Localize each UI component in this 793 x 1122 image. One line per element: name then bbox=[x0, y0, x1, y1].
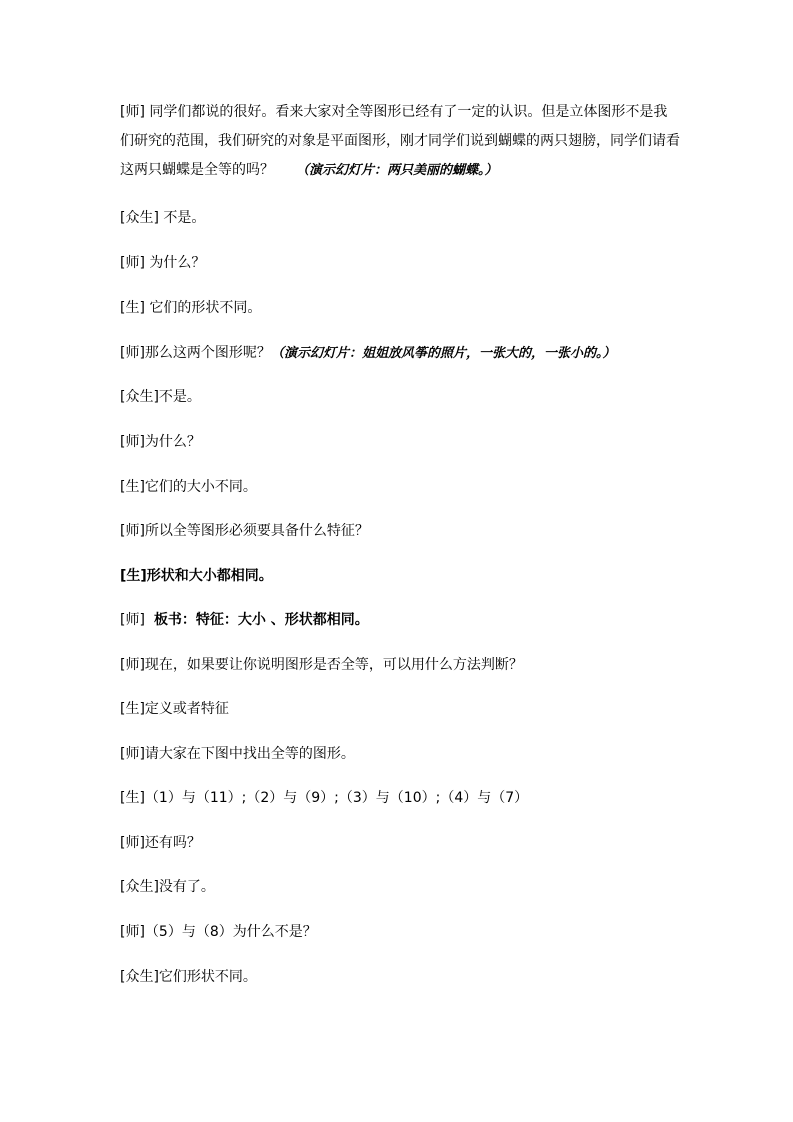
paragraph-student-definition: [生]定义或者特征 bbox=[120, 701, 229, 717]
paragraph-students-none: [众生]没有了。 bbox=[120, 879, 215, 895]
speaker-label: [师] bbox=[120, 612, 145, 628]
paragraph-teacher-kite bbox=[120, 339, 680, 368]
paragraph-students-reply-2: [众生]不是。 bbox=[120, 389, 201, 405]
paragraph-line bbox=[120, 156, 680, 185]
paragraph-teacher-more: [师]还有吗？ bbox=[120, 835, 201, 851]
paragraph-teacher-board bbox=[120, 606, 680, 635]
paragraph-teacher-why: [师] 为什么？ bbox=[120, 255, 206, 271]
paragraph-students-shape-diff: [众生]它们形状不同。 bbox=[120, 969, 257, 985]
paragraph-teacher-feature: [师]所以全等图形必须要具备什么特征？ bbox=[120, 523, 369, 539]
question-text: [师]那么这两个图形呢？ bbox=[120, 345, 271, 361]
paragraph-student-size: [生]它们的大小不同。 bbox=[120, 479, 257, 495]
stage-direction-note: （演示幻灯片：姐姐放风筝的照片，一张大的，一张小的。） bbox=[270, 346, 616, 361]
paragraph-teacher-method: [师]现在，如果要让你说明图形是否全等，可以用什么方法判断？ bbox=[120, 657, 523, 673]
paragraph-students-reply: [众生] 不是。 bbox=[120, 210, 206, 226]
paragraph-line: [师] 同学们都说的很好。看来大家对全等图形已经有了一定的认识。但是立体图形不是我 bbox=[120, 104, 668, 120]
paragraph-student-answer: [生]形状和大小都相同。 bbox=[120, 568, 273, 584]
board-note: 板书：特征：大小 、形状都相同。 bbox=[153, 612, 369, 628]
paragraph-line: 们研究的范围，我们研究的对象是平面图形，刚才同学们说到蝴蝶的两只翅膀，同学们请看 bbox=[120, 133, 680, 149]
paragraph-student-shape: [生] 它们的形状不同。 bbox=[120, 300, 262, 316]
paragraph-teacher-intro bbox=[120, 98, 680, 185]
paragraph-student-pairs: [生]（1）与（11）;（2）与（9）;（3）与（10）;（4）与（7） bbox=[120, 790, 529, 806]
question-text: 这两只蝴蝶是全等的吗？ bbox=[120, 162, 274, 178]
paragraph-teacher-why-not: [师]（5）与（8）为什么不是？ bbox=[120, 924, 317, 940]
paragraph-teacher-find: [师]请大家在下图中找出全等的图形。 bbox=[120, 746, 355, 762]
paragraph-teacher-why-2: [师]为什么？ bbox=[120, 434, 201, 450]
stage-direction-note: （演示幻灯片：两只美丽的蝴蝶。） bbox=[296, 163, 498, 178]
